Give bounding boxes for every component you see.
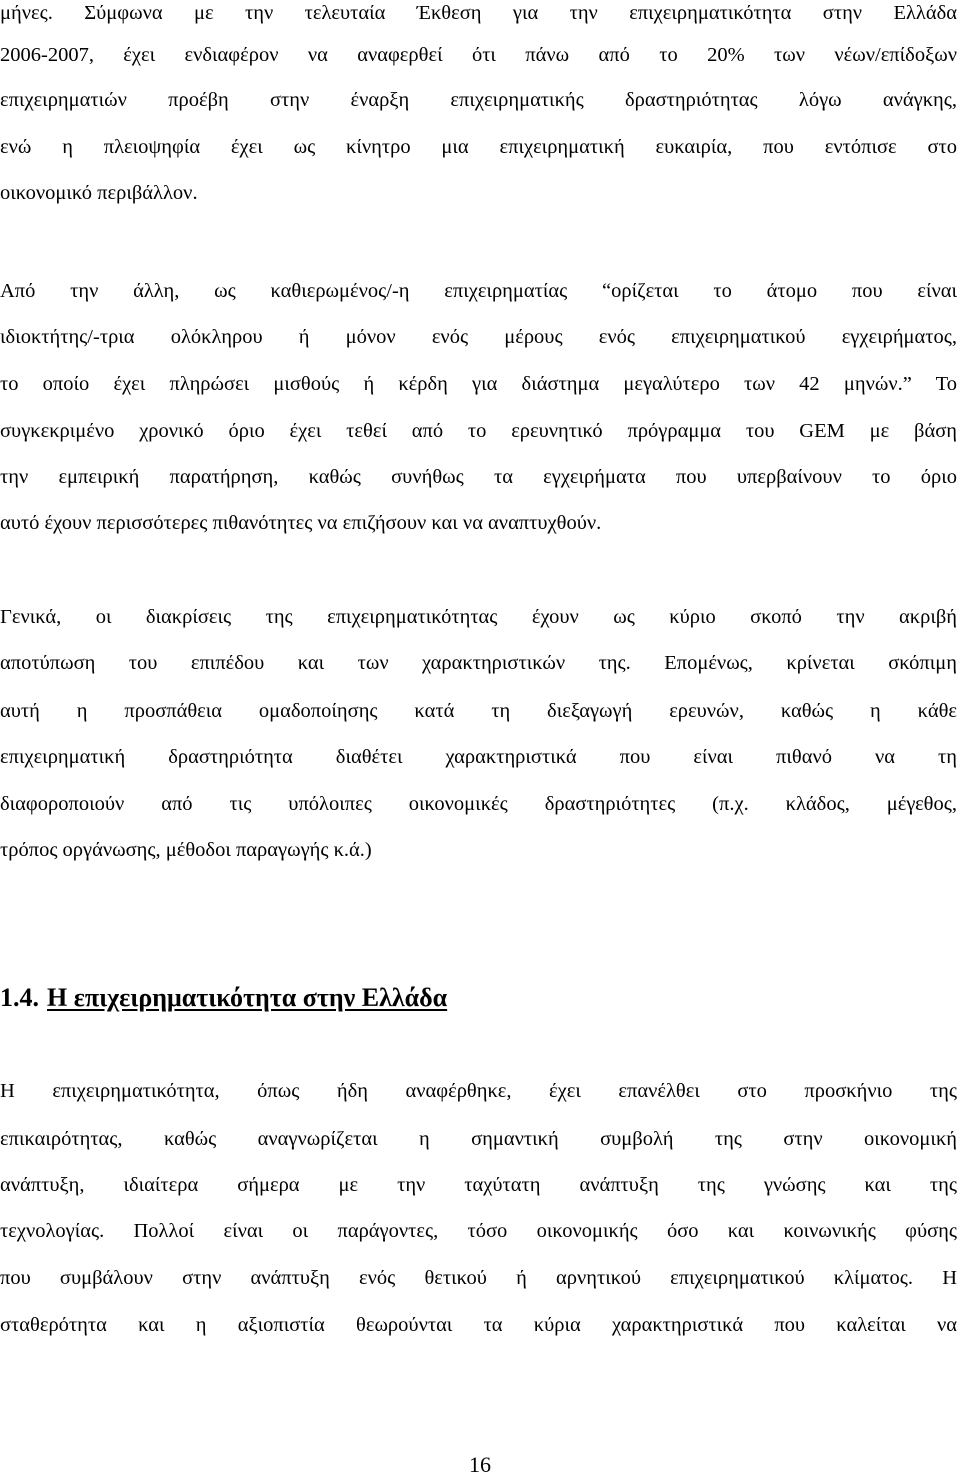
text-line: αποτύπωση του επιπέδου και των χαρακτηριστικών της. Επομένως, κρίνεται σκόπιμη [0, 652, 957, 674]
text-line: 2006-2007, έχει ενδιαφέρον να αναφερθεί ότι πάνω από το 20% των νέων/επίδοξων [0, 44, 957, 66]
text-line: Από την άλλη, ως καθιερωμένος/-η επιχειρηματίας “ορίζεται το άτομο που είναι [0, 280, 957, 302]
text-line: επιχειρηματική δραστηριότητα διαθέτει χαρακτηριστικά που είναι πιθανό να τη [0, 746, 957, 768]
text-line: την εμπειρική παρατήρηση, καθώς συνήθως τα εγχειρήματα που υπερβαίνουν το όριο [0, 466, 957, 488]
text-line: σταθερότητα και η αξιοπιστία θεωρούνται τα κύρια χαρακτηριστικά που καλείται να [0, 1314, 957, 1336]
section-heading [0, 982, 447, 1014]
text-line: Γενικά, οι διακρίσεις της επιχειρηματικότητας έχουν ως κύριο σκοπό την ακριβή [0, 606, 957, 628]
text-line: Η επιχειρηματικότητα, όπως ήδη αναφέρθηκε, έχει επανέλθει στο προσκήνιο της [0, 1080, 957, 1102]
text-line: που συμβάλουν στην ανάπτυξη ενός θετικού ή αρνητικού επιχειρηματικού κλίματος. Η [0, 1267, 957, 1289]
text-line: τρόπος οργάνωσης, μέθοδοι παραγωγής κ.ά.) [0, 839, 372, 861]
page-number: 16 [469, 1452, 491, 1477]
text-line: συγκεκριμένο χρονικό όριο έχει τεθεί από το ερευνητικό πρόγραμμα του GEM με βάση [0, 420, 957, 442]
text-line: το οποίο έχει πληρώσει μισθούς ή κέρδη για διάστημα μεγαλύτερο των 42 μηνών.” Το [0, 373, 957, 395]
text-line: μήνες. Σύμφωνα με την τελευταία Έκθεση για την επιχειρηματικότητα στην Ελλάδα [0, 2, 957, 24]
text-line: τεχνολογίας. Πολλοί είναι οι παράγοντες, τόσο οικονομικής όσο και κοινωνικής φύσης [0, 1220, 957, 1242]
text-line: ανάπτυξη, ιδιαίτερα σήμερα με την ταχύτατη ανάπτυξη της γνώσης και της [0, 1174, 957, 1196]
text-line: αυτή η προσπάθεια ομαδοποίησης κατά τη διεξαγωγή ερευνών, καθώς η κάθε [0, 700, 957, 722]
text-line: ιδιοκτήτης/-τρια ολόκληρου ή μόνον ενός μέρους ενός επιχειρηματικού εγχειρήματος, [0, 326, 957, 348]
text-line: οικονομικό περιβάλλον. [0, 182, 198, 204]
text-line: επικαιρότητας, καθώς αναγνωρίζεται η σημαντική συμβολή της στην οικονομική [0, 1128, 957, 1150]
text-line: αυτό έχουν περισσότερες πιθανότητες να επιζήσουν και να αναπτυχθούν. [0, 512, 602, 534]
text-line: διαφοροποιούν από τις υπόλοιπες οικονομικές δραστηριότητες (π.χ. κλάδος, μέγεθος, [0, 793, 957, 815]
text-line: επιχειρηματιών προέβη στην έναρξη επιχειρηματικής δραστηριότητας λόγω ανάγκης, [0, 89, 957, 111]
section-title: Η επιχειρηματικότητα στην Ελλάδα [47, 983, 448, 1012]
text-line: ενώ η πλειοψηφία έχει ως κίνητρο μια επιχειρηματική ευκαιρία, που εντόπισε στο [0, 136, 957, 158]
section-number: 1.4. [0, 983, 39, 1012]
